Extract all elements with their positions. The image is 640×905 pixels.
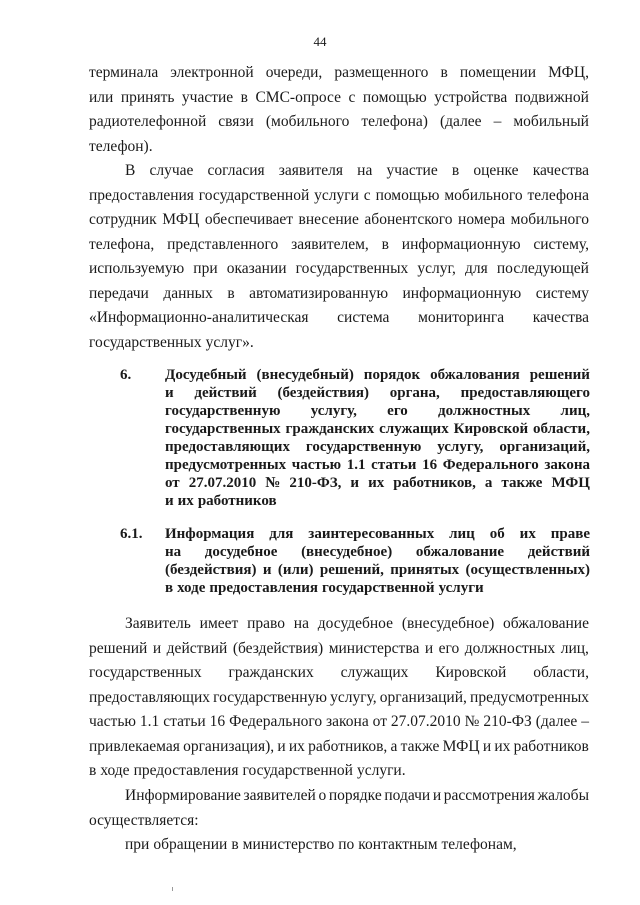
word: работников,: [393, 475, 476, 491]
text-line: [89, 710, 589, 735]
text-line: [165, 384, 590, 402]
word: от: [372, 713, 387, 730]
word: предоставляющего: [460, 385, 590, 401]
word: для: [269, 526, 294, 542]
word: Досудебный: [165, 367, 247, 383]
word: устройства: [434, 88, 508, 106]
text-line: [165, 579, 590, 597]
text-line: [89, 735, 589, 760]
word: ходе: [100, 762, 130, 779]
word: действий: [527, 544, 590, 560]
word: согласия: [207, 162, 265, 179]
word: государственную: [305, 439, 422, 455]
word: государственную: [165, 403, 281, 419]
word: их: [368, 475, 385, 491]
word: заявителя: [278, 162, 344, 179]
word: в: [440, 64, 448, 81]
word: их: [288, 737, 305, 755]
word: услуги: [438, 580, 484, 596]
word: работников: [197, 493, 277, 509]
text-line: [89, 233, 589, 258]
word: используемую: [89, 260, 185, 277]
text-line: [165, 561, 590, 579]
word: 16: [422, 457, 438, 473]
word: телефона: [527, 186, 589, 204]
word: телефон).: [89, 137, 153, 155]
word: министерства: [328, 639, 420, 657]
word: должностных: [438, 403, 531, 419]
word: статьи: [371, 457, 417, 473]
paragraph-informing: [89, 784, 589, 833]
word: качества: [532, 162, 589, 179]
word: МФЦ: [162, 211, 200, 228]
word: (внесудебный): [256, 367, 354, 383]
word: и: [350, 475, 360, 491]
word: (осуществленных): [465, 562, 590, 578]
word: и: [482, 737, 492, 755]
word: праве: [550, 526, 590, 542]
word: обеспечивает: [204, 211, 293, 228]
word: и: [432, 787, 442, 804]
word: 210-ФЗ: [483, 713, 532, 730]
word: Заявитель: [125, 615, 191, 632]
word: размещенного: [334, 64, 429, 81]
word: передачи: [89, 284, 149, 302]
text-line: [89, 257, 589, 282]
word: организаций,: [379, 688, 467, 706]
word: –: [493, 113, 502, 130]
word: лиц,: [560, 403, 590, 419]
word: обжалование: [415, 544, 505, 560]
word: (далее: [440, 113, 482, 130]
word: частью: [291, 457, 342, 473]
word: (внесудебное): [401, 615, 495, 632]
word: осуществляется:: [89, 811, 199, 829]
word: государственных: [89, 664, 202, 681]
word: система: [337, 309, 390, 326]
word: (бездействия): [277, 385, 369, 401]
text-line: [89, 184, 589, 209]
text-line: [89, 784, 589, 809]
scan-speck: [172, 887, 173, 891]
word: заявителей: [243, 787, 316, 804]
word: и: [165, 385, 174, 401]
text-line: [89, 110, 589, 135]
word: В: [125, 162, 136, 179]
word: мониторинга: [418, 309, 505, 326]
word: на: [357, 162, 373, 179]
word: в: [231, 836, 239, 853]
word: от: [165, 475, 180, 491]
word: (бездействия): [165, 562, 257, 578]
word: частью: [89, 713, 136, 730]
text-line: [89, 208, 589, 233]
word: телефона): [361, 113, 428, 130]
word: 1.1: [346, 457, 366, 473]
word: а: [484, 475, 493, 491]
word: (далее: [535, 713, 578, 730]
word: мобильного: [510, 211, 589, 228]
word: государственную: [213, 688, 327, 706]
word: Кировской: [435, 664, 507, 681]
word: (мобильного: [265, 113, 350, 130]
word: его: [387, 403, 408, 419]
word: Федерального: [442, 457, 539, 473]
word: работников,: [308, 737, 388, 755]
word: обжалование: [503, 615, 589, 632]
word: номера: [458, 211, 506, 228]
text-line: [89, 809, 589, 834]
text-line: [165, 456, 590, 474]
word: мобильного: [444, 186, 523, 204]
word: в: [381, 235, 389, 253]
word: порядок: [363, 367, 421, 383]
word: контактным: [358, 836, 438, 853]
word: 210-ФЗ,: [289, 475, 342, 491]
word: государственных: [295, 260, 409, 277]
word: и: [165, 493, 174, 509]
word: организация),: [183, 737, 275, 755]
word: подвижной: [514, 88, 589, 106]
word: государственной: [321, 580, 435, 596]
word: последующей: [496, 260, 589, 277]
word: гражданских: [228, 664, 314, 681]
word: и: [277, 737, 286, 755]
word: предусмотренных: [165, 457, 287, 473]
paragraph-right-to-appeal: [89, 612, 589, 784]
word: решений: [529, 367, 590, 383]
word: мобильный: [513, 113, 589, 130]
text-line: [165, 492, 590, 510]
word: для: [465, 260, 488, 277]
word: также: [400, 737, 440, 755]
word: телефона,: [89, 235, 155, 253]
word: действий: [194, 385, 257, 401]
word: его: [438, 639, 460, 657]
paragraph-mobile-consent: [89, 159, 589, 355]
word: услуги: [314, 186, 359, 204]
word: предоставления: [209, 580, 318, 596]
word: радиотелефонной: [89, 113, 207, 130]
word: лиц: [449, 526, 475, 542]
word: и: [262, 562, 272, 578]
word: их: [177, 493, 194, 509]
text-line: [165, 402, 590, 420]
word: предусмотренных: [470, 688, 589, 706]
paragraph-contact-phones: [89, 833, 589, 858]
word: обращении: [153, 836, 228, 853]
word: статьи: [163, 713, 206, 730]
word: с: [363, 186, 371, 204]
text-line: [89, 661, 589, 686]
word: телефонам,: [441, 836, 517, 853]
word: абонентского: [364, 211, 453, 228]
word: ходе: [177, 580, 206, 596]
word: органа,: [389, 385, 440, 401]
text-line: [89, 833, 589, 858]
word: оценке: [473, 162, 519, 179]
word: или: [89, 88, 114, 106]
word: помощью: [362, 88, 427, 106]
word: очереди,: [265, 64, 323, 81]
word: СМС-опросе: [255, 88, 341, 106]
text-line: [89, 86, 589, 111]
word: (внесудебное): [301, 544, 393, 560]
word: области,: [533, 664, 589, 681]
word: министерство: [242, 836, 335, 853]
word: по: [338, 836, 355, 853]
section-number: 6.1.: [120, 526, 143, 542]
text-line: [89, 282, 589, 307]
word: порядке: [328, 787, 382, 804]
text-line: [89, 61, 589, 86]
word: (бездействия): [232, 639, 324, 657]
word: принять: [120, 88, 175, 106]
word: МФЦ: [551, 475, 590, 491]
word: подачи: [384, 787, 431, 804]
word: рассмотрения: [443, 787, 535, 804]
word: МФЦ: [442, 737, 480, 755]
text-line: [165, 438, 590, 456]
word: и: [152, 639, 162, 657]
word: предоставляющих: [165, 439, 290, 455]
word: услугу,: [310, 403, 357, 419]
text-line: [89, 759, 589, 784]
word: обжалования: [430, 367, 520, 383]
word: при: [125, 836, 150, 853]
text-line: [165, 366, 590, 384]
section-number: 6.: [120, 367, 132, 383]
word: в: [227, 284, 235, 302]
word: помещении: [459, 64, 537, 81]
word: 16: [209, 713, 226, 730]
word: в: [240, 88, 248, 106]
word: (или): [277, 562, 314, 578]
word: Информация: [165, 526, 255, 542]
word: 1.1: [139, 713, 160, 730]
word: государственной: [198, 186, 310, 204]
word: услуг».: [205, 333, 254, 351]
word: государственной: [242, 762, 353, 779]
text-line: [89, 135, 589, 160]
text-line: [165, 525, 590, 543]
word: информационную: [401, 235, 521, 253]
word: в: [89, 762, 97, 779]
word: помощью: [375, 186, 440, 204]
text-line: [89, 637, 589, 662]
word: принятых: [390, 562, 460, 578]
paragraph-queue-terminal: [89, 61, 589, 159]
word: право: [247, 615, 285, 632]
word: государственных: [89, 333, 202, 351]
word: Информирование: [125, 787, 241, 804]
word: представленного: [167, 235, 279, 253]
word: автоматизированную: [249, 284, 389, 302]
word: информационную: [402, 284, 522, 302]
word: закона: [326, 713, 369, 730]
page-number: 44: [313, 34, 327, 49]
word: должностных: [464, 639, 556, 657]
word: 27.07.2010: [188, 475, 257, 491]
word: на: [293, 615, 309, 632]
word: терминала: [89, 64, 159, 81]
word: данных: [163, 284, 213, 302]
word: заявителем,: [291, 235, 369, 253]
word: услуги.: [356, 762, 406, 779]
word: предоставления: [89, 186, 194, 204]
word: решений,: [319, 562, 384, 578]
text-line: [89, 306, 589, 331]
word: служащих: [340, 664, 409, 681]
text-line: [89, 686, 589, 711]
word: внесение: [298, 211, 359, 228]
word: имеет: [199, 615, 239, 632]
word: а: [390, 737, 398, 755]
word: предоставления: [133, 762, 239, 779]
word: в: [451, 162, 460, 179]
word: услугу,: [330, 688, 377, 706]
word: области,: [532, 421, 590, 437]
word: электронной: [170, 64, 254, 81]
word: «Информационно-аналитическая: [89, 309, 309, 326]
word: участие: [181, 88, 234, 106]
word: о: [318, 787, 327, 804]
word: досудебное: [204, 544, 278, 560]
word: с: [348, 88, 356, 106]
word: заинтересованных: [308, 526, 435, 542]
word: закона: [544, 457, 590, 473]
word: также: [501, 475, 543, 491]
word: на: [165, 544, 182, 560]
word: лиц,: [560, 639, 589, 657]
word: решений: [89, 639, 148, 657]
word: связи: [218, 113, 254, 130]
text-line: [165, 420, 590, 438]
word: Федерального: [229, 713, 323, 730]
word: случае: [149, 162, 194, 179]
word: МФЦ,: [548, 64, 589, 81]
word: жалобы: [537, 787, 589, 804]
word: №: [464, 713, 480, 730]
word: предоставляющих: [89, 688, 211, 706]
text-line: [165, 543, 590, 561]
word: 27.07.2010: [390, 713, 461, 730]
word: гражданских: [285, 421, 375, 437]
word: при: [193, 260, 218, 277]
word: услуг,: [417, 260, 456, 277]
word: действий: [166, 639, 228, 657]
text-line: [89, 331, 589, 356]
word: об: [489, 526, 505, 542]
word: их: [519, 526, 536, 542]
word: в: [165, 580, 174, 596]
word: систему: [535, 284, 589, 302]
word: работников: [513, 737, 589, 755]
word: их: [494, 737, 511, 755]
word: оказании: [226, 260, 287, 277]
word: государственных: [165, 421, 281, 437]
word: и: [424, 639, 434, 657]
word: досудебное: [317, 615, 394, 632]
word: Кировской: [453, 421, 529, 437]
text-line: [89, 159, 589, 184]
word: качества: [532, 309, 589, 326]
word: услугу,: [437, 439, 484, 455]
word: –: [581, 713, 589, 730]
word: организаций,: [499, 439, 590, 455]
word: сотрудник: [89, 211, 157, 228]
word: №: [265, 475, 281, 491]
text-line: [165, 474, 590, 492]
text-line: [89, 612, 589, 637]
word: участие: [386, 162, 438, 179]
word: служащих: [379, 421, 449, 437]
word: привлекаемая: [89, 737, 180, 755]
word: систему,: [533, 235, 589, 253]
